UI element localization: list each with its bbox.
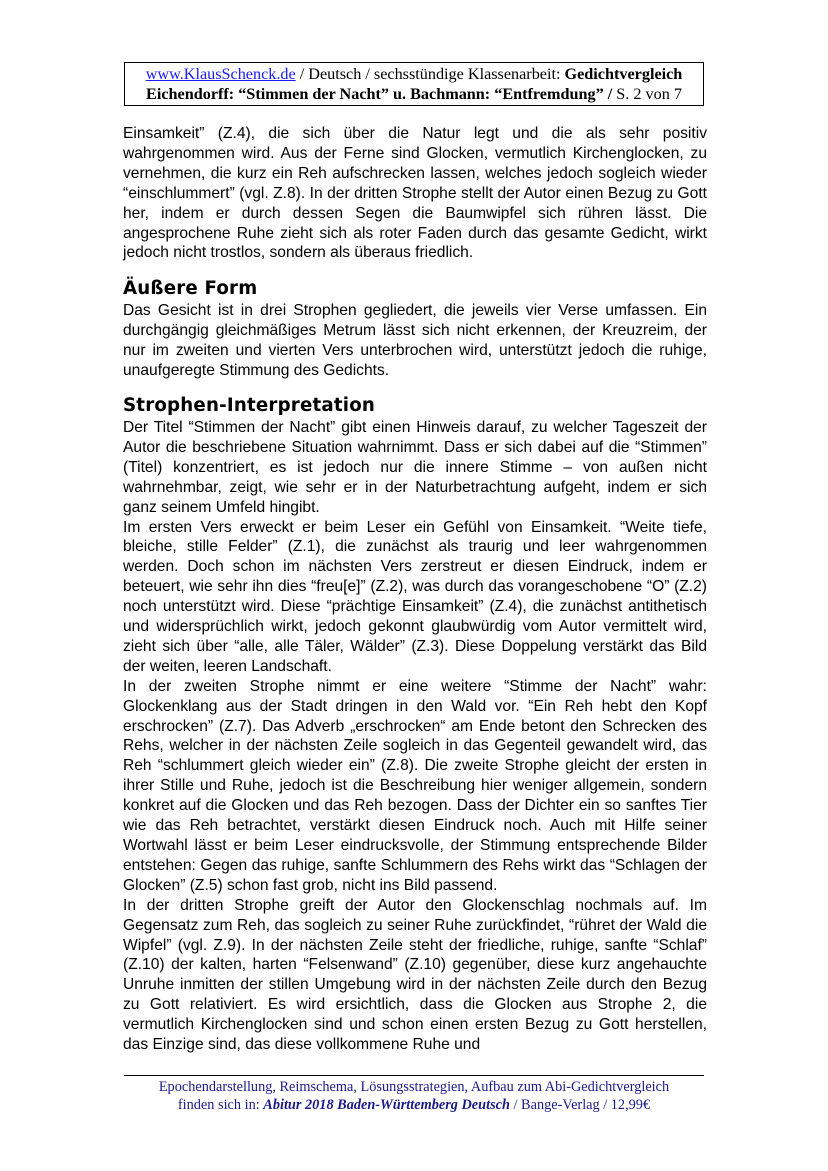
footer-line-1: Epochendarstellung, Reimschema, Lösungsstrategien, Aufbau zum Abi-Gedichtvergleich <box>158 1079 670 1095</box>
page-number: S. 2 von 7 <box>612 84 682 103</box>
interpretation-paragraph: In der dritten Strophe greift der Autor den Glockenschlag nochmals auf. Im Gegensatz zum Reh, das sogleich zu seiner Ruhe zurückfindet, “rühret der Wald die Wipfel” (vgl. Z.9). In der nächsten Zeile steht der friedliche, ruhige, sanfte “Schlaf” (Z.10) der kalten, harten “Felsenwand” (Z.10) gegenüber, diese kurz angehauchte Unruhe inmitten der stillen Umgebung wird in der nächsten Zeile durch den Bezug zu Gott relativiert. Es wird ersichtlich, dass die Glocken aus Strophe 2, die vermutlich Kirchenglocken sind und schon einen ersten Bezug zu Gott herstellen, das Einzige sind, das diese vollkommene Ruhe und <box>123 896 707 1054</box>
intro-paragraph: Einsamkeit” (Z.4), die sich über die Natur legt und die als sehr positiv wahrgenommen wird. Aus der Ferne sind Glocken, vermutlich Kirchenglocken, zu vernehmen, die kurz ein Reh aufschrecken lassen, welches jedoch sogleich wieder “einschlummert” (vgl. Z.8). In der dritten Strophe stellt der Autor einen Bezug zu Gott her, indem er durch dessen Segen die Baumwipfel sich rühren lässt. Die angesprochene Ruhe zieht sich als roter Faden durch das gesamte Gedicht, wirkt jedoch nicht trostlos, sondern als überaus friedlich. <box>123 125 707 262</box>
footer-prefix: finden sich in: <box>177 1097 264 1113</box>
interpretation-paragraph: In der zweiten Strophe nimmt er eine weitere “Stimme der Nacht” wahr: Glockenklang aus der Stadt dringen in den Wald vor. “Ein Reh hebt den Kopf erschrocken” (Z.7). Das Adverb „erschrocken“ am Ende betont den Schrecken des Rehs, welcher in der nächsten Zeile sogleich in das Gegenteil gewandelt wird, das Reh “schlummert gleich wieder ein” (Z.8). Die zweite Strophe gleicht der ersten in ihrer Stille und Ruhe, jedoch ist die Beschreibung hier weniger allgemein, sondern konkret auf die Glocken und das Reh bezogen. Dass der Dichter ein so sanftes Tier wie das Reh betrachtet, verstärkt diesen Eindruck noch. Auch mit Hilfe seiner Wortwahl lässt er beim Leser eindrucksvolle, der Stimmung entsprechende Bilder entstehen: Gegen das ruhige, sanfte Schlummern des Rehs wirkt das “Schlagen der Glocken” (Z.5) schon fast grob, nicht ins Bild passend. <box>123 677 707 894</box>
header-line-2 <box>125 85 703 105</box>
interpretation-paragraph: Im ersten Vers erweckt er beim Leser ein Gefühl von Einsamkeit. “Weite tiefe, bleiche, stille Felder” (Z.1), die zunächst als traurig und leer wahrgenommen werden. Doch schon im nächsten Vers zerstreut er diesen Eindruck, indem er beteuert, wie sehr ihn dies “freu[e]” (Z.2), was durch das vorangeschobene “O” (Z.2) noch unterstützt wird. Diese “prächtige Einsamkeit” (Z.4), die zunächst antithetisch und widersprüchlich wirkt, jedoch gekonnt glaubwürdig vom Autor vermittelt wird, zieht sich über “alle, alle Täler, Wälder” (Z.3). Diese Doppelung verstärkt das Bild der weiten, leeren Landschaft. <box>123 518 707 675</box>
page-header <box>124 62 704 106</box>
site-link[interactable]: www.KlausSchenck.de <box>145 65 296 83</box>
spacer <box>123 381 707 394</box>
header-poems: Eichendorff: “Stimmen der Nacht” u. Bachmann: “Entfremdung” / <box>146 84 613 103</box>
section-heading-form: Äußere Form <box>123 278 258 300</box>
header-topic: Gedichtvergleich <box>564 65 683 83</box>
header-subject: / Deutsch / sechsstündige Klassenarbeit: <box>295 65 565 83</box>
footer-line-2 <box>124 1096 704 1114</box>
page-content <box>123 124 707 1055</box>
page-footer <box>124 1075 704 1114</box>
book-title: Abitur 2018 Baden-Württemberg Deutsch <box>263 1097 510 1113</box>
spacer <box>123 263 707 277</box>
footer-publisher: / Bange-Verlag / 12,99€ <box>509 1097 651 1113</box>
section-heading-interpretation: Strophen-Interpretation <box>123 394 376 416</box>
header-line-1 <box>125 65 703 85</box>
interpretation-paragraph: Der Titel “Stimmen der Nacht” gibt einen Hinweis darauf, zu welcher Tageszeit der Autor die beschriebene Situation wahrnimmt. Dass er sich dabei auf die “Stimmen” (Titel) konzentriert, es ist jedoch nur die innere Stimme – von außen nicht wahrnehmbar, zeigt, wie sehr er in der Naturbetrachtung aufgeht, indem er sich ganz seinem Umfeld hingibt. <box>123 418 707 516</box>
form-paragraph: Das Gesicht ist in drei Strophen gegliedert, die jeweils vier Verse umfassen. Ein durchgängig gleichmäßiges Metrum lässt sich nicht erkennen, der Kreuzreim, der nur im zweiten und vierten Vers unterbrochen wird, unterstützt jedoch die ruhige, unaufgeregte Stimmung des Gedichts. <box>123 302 707 380</box>
